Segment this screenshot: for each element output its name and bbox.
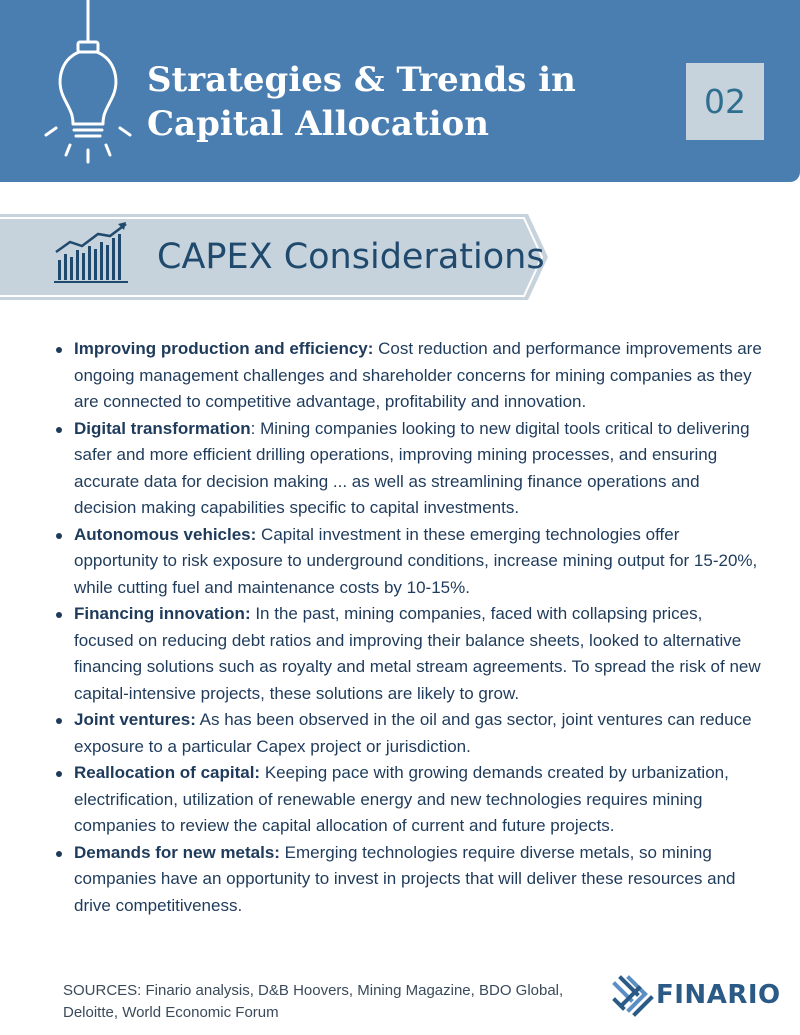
section-title: CAPEX Considerations [157, 237, 545, 277]
list-item-text: Keeping pace with growing demands created by urbanization, electrification, utilization of renewable energy and new technologies requires mining companies to review the capital allocation of current and future projects. [74, 763, 729, 835]
list-item-term: Joint ventures: [74, 710, 196, 729]
page-title-line-1: Strategies & Trends in [147, 60, 576, 100]
list-item-text: In the past, mining companies, faced with collapsing prices, focused on reducing debt ratios and improving their balance sheets, looked to alternative financing solutions such as royalty and metal stream agreements. To spread the risk of new capital-intensive projects, these solutions are likely to grow. [74, 604, 761, 703]
list-item [50, 760, 762, 840]
list-item [50, 416, 762, 522]
header-band [0, 0, 800, 182]
list-item-term: Digital transformation [74, 418, 251, 438]
lightbulb-icon [40, 0, 140, 170]
sources-note: SOURCES: Finario analysis, D&B Hoovers, Mining Magazine, BDO Global, Deloitte, World Economic Forum [63, 982, 564, 1021]
list-item [50, 840, 762, 920]
finario-logo [611, 974, 781, 1018]
list-item-term: Reallocation of capital: [74, 763, 261, 782]
list-item-term: Improving production and efficiency: [74, 339, 374, 358]
list-item-text: Capital investment in these emerging technologies offer opportunity to risk exposure to underground conditions, increase mining output for 15-20%, while cutting fuel and maintenance costs by 10-15%. [74, 524, 758, 597]
list-item [50, 522, 762, 602]
list-item [50, 336, 762, 416]
list-item-term: Financing innovation: [74, 604, 251, 623]
finario-logo-mark-icon [611, 974, 655, 1018]
page-number-box [686, 63, 764, 140]
list-item-term: Autonomous vehicles: [74, 524, 257, 544]
list-item-text: : Mining companies looking to new digital tools critical to delivering safer and more efficient drilling operations, improving mining processes, and ensuring accurate data for decision making ... as well as streamlining finance operations and decision making capabilities specific to capital investments. [74, 418, 750, 517]
list-item-term: Demands for new metals: [74, 842, 280, 862]
finario-logo-text: FINARIO [656, 980, 781, 1010]
page-title [147, 58, 576, 146]
page-title-line-2: Capital Allocation [147, 104, 489, 144]
bar-chart-icon [52, 220, 132, 286]
list-item-text: Emerging technologies require diverse metals, so mining companies have an opportunity to invest in projects that will deliver these resources and drive competitiveness. [74, 842, 736, 915]
list-item [50, 707, 762, 760]
list-item-text: Cost reduction and performance improvements are ongoing management challenges and shareholder concerns for mining companies as they are connected to competitive advantage, profitability and innovation. [74, 339, 762, 411]
considerations-list [50, 336, 762, 919]
list-item-text: As has been observed in the oil and gas sector, joint ventures can reduce exposure to a particular Capex project or jurisdiction. [74, 710, 752, 756]
list-item [50, 601, 762, 707]
page-number: 02 [704, 82, 746, 121]
